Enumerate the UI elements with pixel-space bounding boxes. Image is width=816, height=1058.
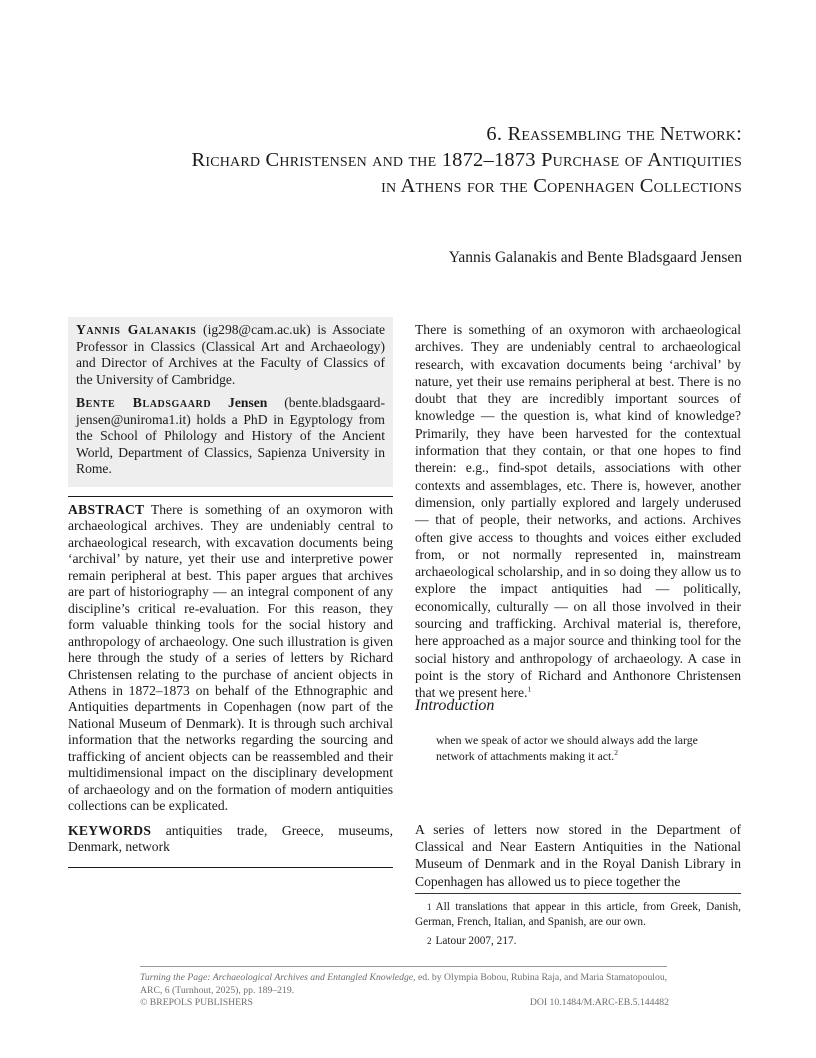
bio-text: (bente.bladsgaard-jensen@uniroma1.it) holds a PhD in Egyptology from the School of Philology and History of the Ancient World, Department of Classics, Sapienza University in Rome. (76, 395, 385, 476)
footnote-ref[interactable]: 1 (527, 684, 532, 694)
publication-details: , ed. by Olympia Bobou, Rubina Raja, and Maria Stamatopoulou, ARC, 6 (Turnhout, 2025), pp. 189–219. (140, 972, 668, 996)
paragraph-text: A series of letters now stored in the Department of Classical and Near Eastern Antiquities in the National Museum of Denmark and in the Royal Danish Library in Copenhagen has allowed us to piece together the (415, 821, 741, 889)
keywords (68, 823, 393, 856)
bio-name: Yannis Galanakis (76, 322, 197, 337)
book-title: Turning the Page: Archaeological Archives and Entangled Knowledge (140, 972, 414, 983)
article-title (62, 121, 742, 199)
doi[interactable]: DOI 10.1484/M.ARC-EB.5.144482 (529, 997, 669, 1008)
paragraph-text: There is something of an oxymoron with archaeological archives. They are undeniably central to archaeological research, with excavation documents being ‘archival’ by nature, yet their use remains peripheral at best. There is no doubt that they are incredibly important sources of knowledge — the question is, what kind of knowledge? Primarily, they have been harvested for the contextual information that they contain, or that one hopes to find therein: e.g., find-spot details, associations with other contexts and assemblages, etc. There is, however, another dimension, only partially explored and largely underused — that of people, their networks, and actions. Archives often give access to thoughts and voices either excluded from, or not normally represented in, mainstream archaeological scholarship, and in so doing they allow us to explore the impact antiquities had — politically, economically, culturally — on all those involved in their sourcing and trafficking. Archival material is, therefore, here approached as a major source and thinking tool for the social history and anthropology of archaeology. A case in point is the story of Richard and Anthonore Christensen that we present here. (415, 322, 741, 701)
bio-name: Bente Bladsgaard (76, 395, 212, 410)
quote-text: when we speak of actor we should always add the large network of attachments making it act. (436, 733, 698, 763)
section-heading: Introduction (415, 697, 495, 714)
abstract-text: There is something of an oxymoron with archaeological archives. They are undeniably central to archaeological research, with excavation documents being ‘archival’ by nature, yet their use and interpretive power remain peripheral at best. This paper argues that archives are part of historiography — an integral component of any discipline’s critical re-evaluation. For this reason, they form valuable thinking tools for the social history and anthropology of archaeology. One such illustration is given here through the study of a series of letters by Richard Christensen relating to the purchase of ancient objects in Athens in 1872–1873 on behalf of the Ethnographic and Antiquities departments in Copenhagen (now part of the National Museum of Denmark). It is through such archival information that the networks regarding the sourcing and trafficking of ancient objects can be reassembled and their multidimensional impact on the disciplinary development of archaeology and on the formation of modern antiquities collections can be explicated. (68, 502, 393, 814)
title-line-1: 6. Reassembling the Network: (486, 123, 742, 145)
abstract-section (68, 496, 393, 864)
author-bio (76, 322, 385, 388)
body-paragraph (415, 807, 741, 904)
footnote-text: All translations that appear in this article, from Greek, Danish, German, French, Italian, and Spanish, are our own. (415, 901, 741, 928)
footnote-number: 2 (427, 936, 432, 946)
author-bios (68, 317, 393, 487)
publication-info (140, 971, 670, 997)
footnote-ref[interactable]: 2 (614, 748, 618, 758)
copyright: © BREPOLS PUBLISHERS (140, 997, 253, 1008)
publication-divider (140, 966, 667, 967)
author-byline: Yannis Galanakis and Bente Bladsgaard Jensen (448, 249, 742, 266)
bio-surname: Jensen (211, 395, 268, 410)
abstract (68, 502, 393, 815)
abstract-label: ABSTRACT (68, 502, 145, 517)
body-paragraph (415, 321, 741, 702)
title-line-2: Richard Christensen and the 1872–1873 Purchase of Antiquities (191, 149, 742, 171)
author-bio (76, 395, 385, 478)
bio-text: (ig298@cam.ac.uk) is Associate Professor in Classics (Classical Art and Archaeology) and Director of Archives at the Faculty of Classics of the University of Cambridge. (76, 322, 386, 387)
epigraph-quote (436, 732, 736, 764)
keywords-label: KEYWORDS (68, 822, 152, 838)
footnote-text: Latour 2007, 217. (435, 935, 517, 947)
abstract-divider (68, 867, 393, 868)
footnote-divider (415, 893, 741, 894)
keywords-text: antiquities trade, Greece, museums, Denmark, network (68, 822, 393, 855)
footnote (415, 900, 741, 930)
footnote-number: 1 (427, 902, 432, 912)
title-line-3: in Athens for the Copenhagen Collections (381, 175, 742, 197)
footnote (415, 934, 741, 949)
body-column (415, 321, 741, 702)
footnotes (415, 900, 741, 953)
